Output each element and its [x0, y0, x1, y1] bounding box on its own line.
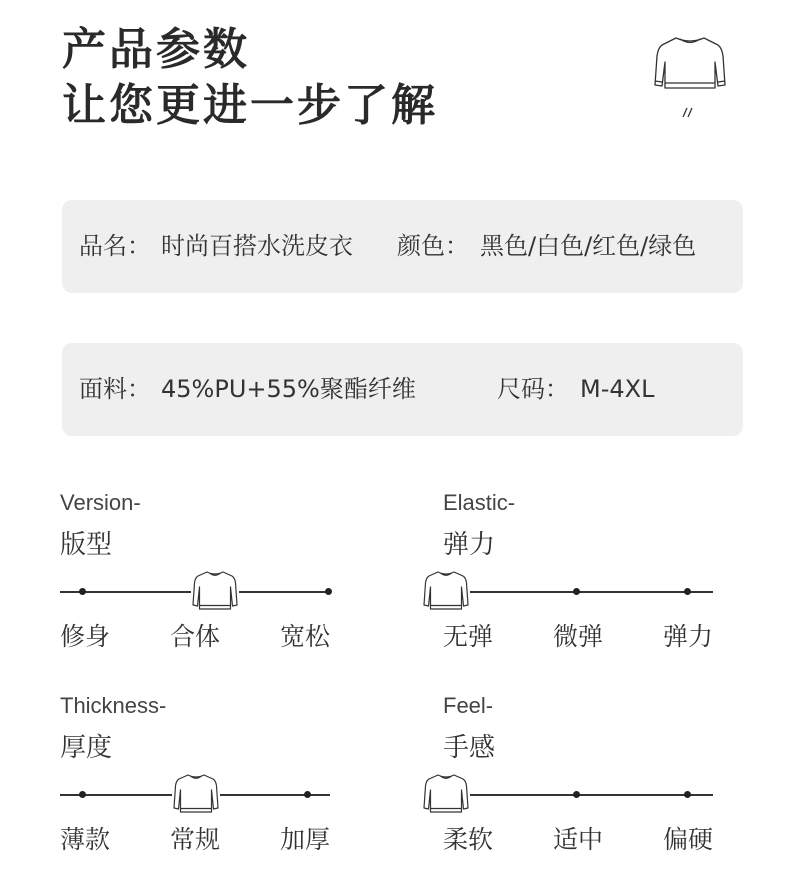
scale-dot — [79, 588, 86, 595]
scale-dot — [684, 791, 691, 798]
sweater-marker-icon — [422, 567, 470, 615]
scale-option: 常规 — [170, 825, 221, 854]
param-label-zh: 版型 — [60, 530, 113, 560]
param-label-en: Elastic- — [443, 490, 516, 515]
sweater-marker-icon — [172, 770, 220, 818]
scale-dot — [573, 791, 580, 798]
scale-option: 弹力 — [663, 622, 714, 651]
scale-dot — [573, 588, 580, 595]
scale-option: 偏硬 — [663, 825, 714, 854]
scale-option: 薄款 — [60, 825, 111, 854]
scale-dot — [684, 588, 691, 595]
scale-option: 柔软 — [443, 825, 494, 854]
param-thickness — [60, 693, 350, 863]
size-label: 尺码： — [497, 375, 569, 403]
page-title: 产品参数 — [62, 24, 250, 75]
color-value: 黑色/白色/红色/绿色 — [480, 232, 697, 260]
material-value: 45%PU+55%聚酯纤维 — [161, 375, 416, 403]
size-value: M-4XL — [580, 375, 655, 403]
product-name-value: 时尚百搭水洗皮衣 — [161, 232, 353, 260]
product-name-label: 品名： — [79, 232, 151, 260]
param-label-zh: 厚度 — [60, 733, 113, 763]
scale-option: 修身 — [60, 622, 111, 651]
param-elastic — [443, 490, 733, 660]
scale-option: 宽松 — [280, 622, 331, 651]
sweater-icon — [652, 30, 728, 120]
sweater-marker-icon — [422, 770, 470, 818]
param-label-zh: 弹力 — [443, 530, 496, 560]
param-version — [60, 490, 350, 660]
param-label-zh: 手感 — [443, 733, 496, 763]
scale-dot — [79, 791, 86, 798]
scale-option: 适中 — [553, 825, 604, 854]
scale-option: 微弹 — [553, 622, 604, 651]
sweater-marker-icon — [191, 567, 239, 615]
scale-option: 合体 — [170, 622, 221, 651]
scale-option: 无弹 — [443, 622, 494, 651]
color-label: 颜色： — [397, 232, 469, 260]
page-subtitle: 让您更进一步了解 — [62, 80, 438, 131]
scale-dot — [325, 588, 332, 595]
param-label-en: Version- — [60, 490, 141, 515]
material-label: 面料： — [79, 375, 151, 403]
param-feel — [443, 693, 733, 863]
info-box-name-color — [62, 200, 743, 293]
scale-option: 加厚 — [280, 825, 331, 854]
param-label-en: Feel- — [443, 693, 494, 718]
param-label-en: Thickness- — [60, 693, 167, 718]
scale-dot — [304, 791, 311, 798]
info-box-material-size — [62, 343, 743, 436]
